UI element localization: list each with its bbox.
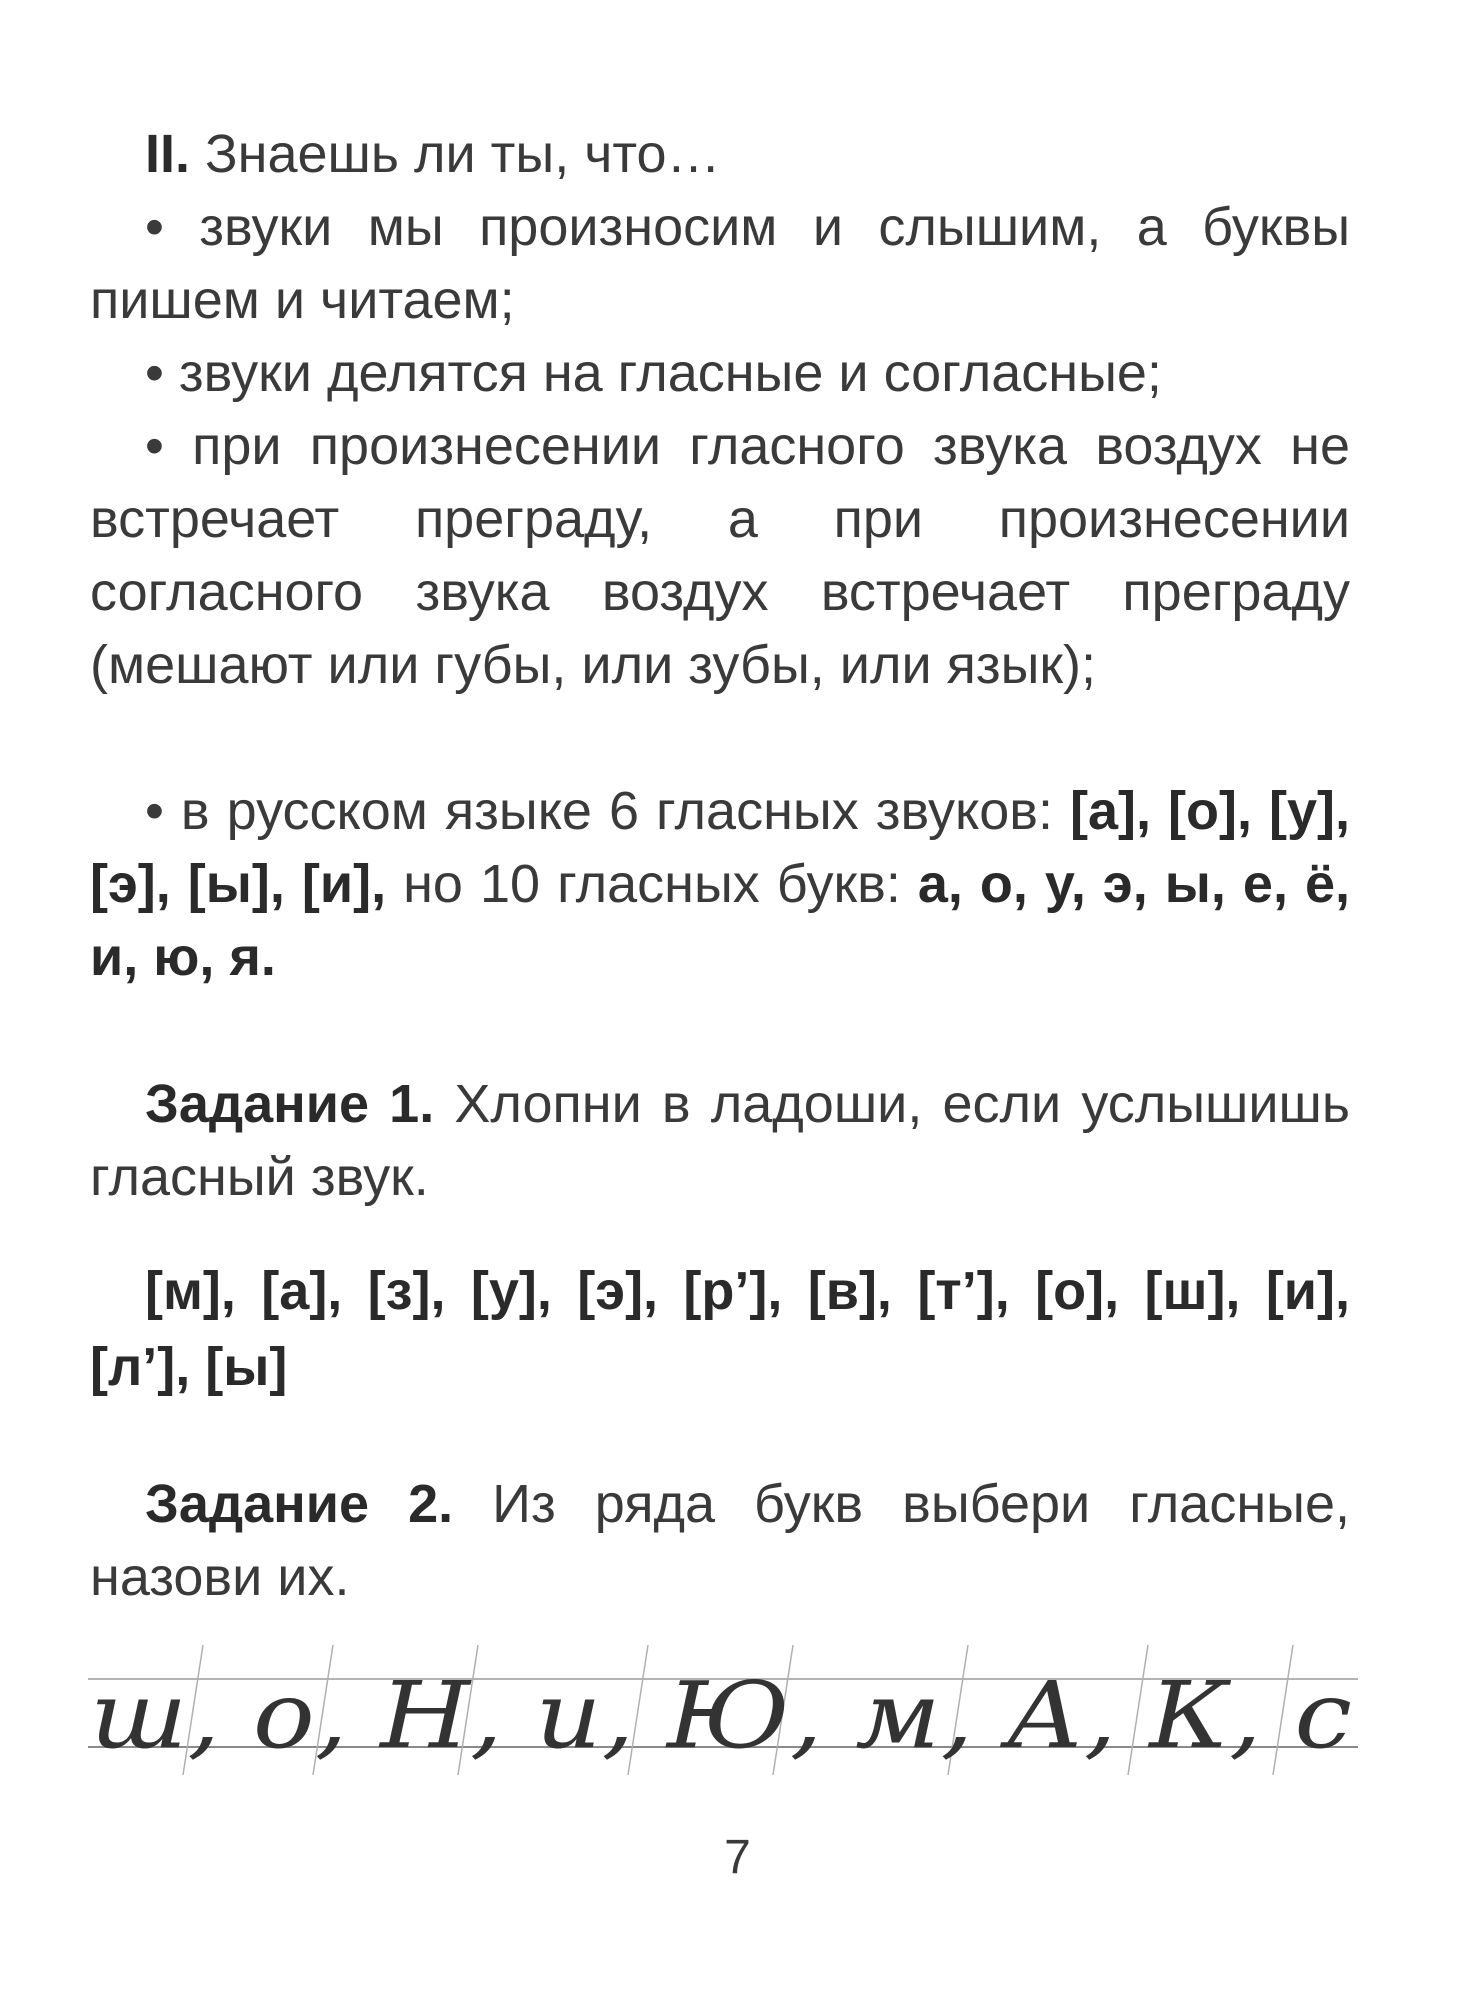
fact-vowels-consonants: • звуки делятся на гласные и согласные; [145,343,1162,403]
cursive-letters: ш, о, Н, и, Ю, м, А, К, с [90,1662,1352,1769]
fact-sounds-letters: • звуки мы произносим и слышим, а буквы пишем и читаем; [90,197,1350,330]
fact-vowel-count [90,775,1350,994]
cursive-letter-row [88,1645,1358,1775]
task1-label: Задание 1. [145,1074,435,1134]
section-heading [90,118,1350,191]
task2-text: Из ряда букв выбери гласные, назови их. [90,1474,1350,1607]
fact-air-obstacle: • при произнесении гласного звука воздух не встречает преграду, а при произнесении согласного звука воздух встречает преграду (мешают или губы, или зубы, или язык); [90,416,1350,695]
task1-text: Хлопни в ладоши, если услышишь гласный звук. [90,1074,1350,1207]
vowel-letters: а, о, у, э, ы, е, ё, и, ю, я. [90,854,1350,987]
page-number: 7 [724,1831,751,1884]
vowel-count-middle: но 10 гласных букв: [386,854,918,914]
task2-label: Задание 2. [145,1474,454,1534]
section-numeral: II. [145,124,191,184]
vowel-sounds: [а], [о], [у], [э], [ы], [и], [90,781,1351,914]
vowel-count-prefix: • в русском языке 6 гласных звуков: [145,781,1070,841]
handwriting-ruling [88,1645,1358,1775]
task1-prompt [90,1068,1350,1214]
task2-prompt [90,1468,1350,1614]
task1-sounds: [м], [а], [з], [у], [э], [р’], [в], [т’], [о], [ш], [и], [л’], [ы] [90,1261,1350,1397]
section-intro: Знаешь ли ты, что… [190,124,721,184]
